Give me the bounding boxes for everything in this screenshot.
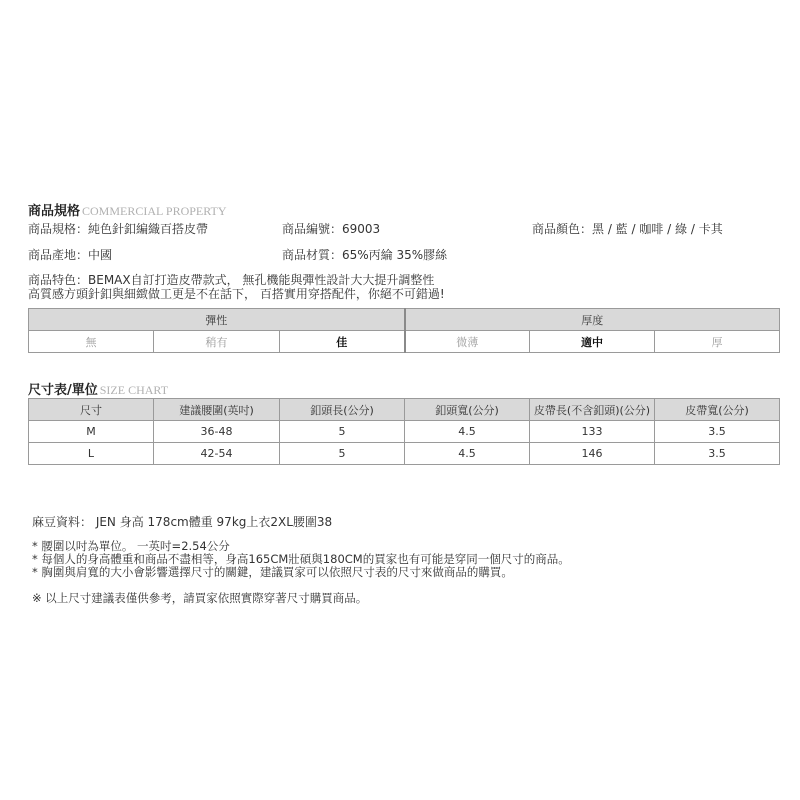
size-header-cell: 釦頭長(公分) <box>280 399 405 421</box>
size-section-title <box>28 379 168 398</box>
size-header-cell: 皮帶長(不含釦頭)(公分) <box>530 399 655 421</box>
belt-width-cell: 3.5 <box>655 443 780 465</box>
product-colors: 商品顏色：黑 / 藍 / 咖啡 / 綠 / 卡其 <box>532 222 723 236</box>
thickness-option-thick: 厚 <box>655 331 780 353</box>
waist-cell: 42-54 <box>154 443 280 465</box>
size-header-cell: 釦頭寬(公分) <box>405 399 530 421</box>
belt-length-cell: 146 <box>530 443 655 465</box>
note-line: * 腰圍以吋為單位。 一英吋=2.54公分 <box>32 539 230 553</box>
note-line: * 每個人的身高體重和商品不盡相等，身高165CM壯碩與180CM的買家也有可能是穿同一個尺寸的商品。 <box>32 552 570 566</box>
elasticity-option-good-selected: 佳 <box>280 331 405 353</box>
buckle-length-cell: 5 <box>280 443 405 465</box>
disclaimer: ※ 以上尺寸建議表僅供參考，請買家依照實際穿著尺寸購買商品。 <box>32 591 368 605</box>
buckle-length-cell: 5 <box>280 421 405 443</box>
size-subtitle: SIZE CHART <box>99 383 169 397</box>
size-title-text: 尺寸表/單位 <box>28 383 98 398</box>
model-info: 麻豆資料： JEN 身高 178cm體重 97kg上衣2XL腰圍38 <box>32 515 333 529</box>
product-feature-line1: 商品特色：BEMAX自訂打造皮帶款式， 無孔機能與彈性設計大大提升調整性 <box>28 273 435 287</box>
attribute-table <box>28 308 780 353</box>
thickness-option-thin: 微薄 <box>405 331 530 353</box>
size-chart-table <box>28 398 780 465</box>
size-cell: M <box>29 421 154 443</box>
thickness-header: 厚度 <box>405 309 780 331</box>
waist-cell: 36-48 <box>154 421 280 443</box>
size-cell: L <box>29 443 154 465</box>
table-row <box>29 443 780 465</box>
belt-length-cell: 133 <box>530 421 655 443</box>
product-origin: 商品產地：中國 <box>28 248 113 262</box>
note-line: * 胸圍與肩寬的大小會影響選擇尺寸的關鍵，建議買家可以依照尺寸表的尺寸來做商品的購買。 <box>32 565 513 579</box>
spec-subtitle: COMMERCIAL PROPERTY <box>82 204 227 218</box>
buckle-width-cell: 4.5 <box>405 443 530 465</box>
spec-section-title <box>28 200 227 219</box>
buckle-width-cell: 4.5 <box>405 421 530 443</box>
spec-title-text: 商品規格 <box>28 204 81 219</box>
size-header-cell: 皮帶寬(公分) <box>655 399 780 421</box>
size-header-cell: 尺寸 <box>29 399 154 421</box>
product-feature-line2: 高質感方頭針釦與細緻做工更是不在話下， 百搭實用穿搭配件，你絕不可錯過! <box>28 287 445 301</box>
size-header-row <box>29 399 780 421</box>
product-name: 商品規格：純色針釦編織百搭皮帶 <box>28 222 209 236</box>
size-header-cell: 建議腰圍(英吋) <box>154 399 280 421</box>
elasticity-header: 彈性 <box>29 309 405 331</box>
product-material: 商品材質：65%丙綸 35%膠絲 <box>282 248 448 262</box>
thickness-option-medium-selected: 適中 <box>530 331 655 353</box>
elasticity-option-slight: 稍有 <box>154 331 280 353</box>
product-code: 商品編號：69003 <box>282 222 381 236</box>
table-row <box>29 421 780 443</box>
belt-width-cell: 3.5 <box>655 421 780 443</box>
elasticity-option-none: 無 <box>29 331 154 353</box>
